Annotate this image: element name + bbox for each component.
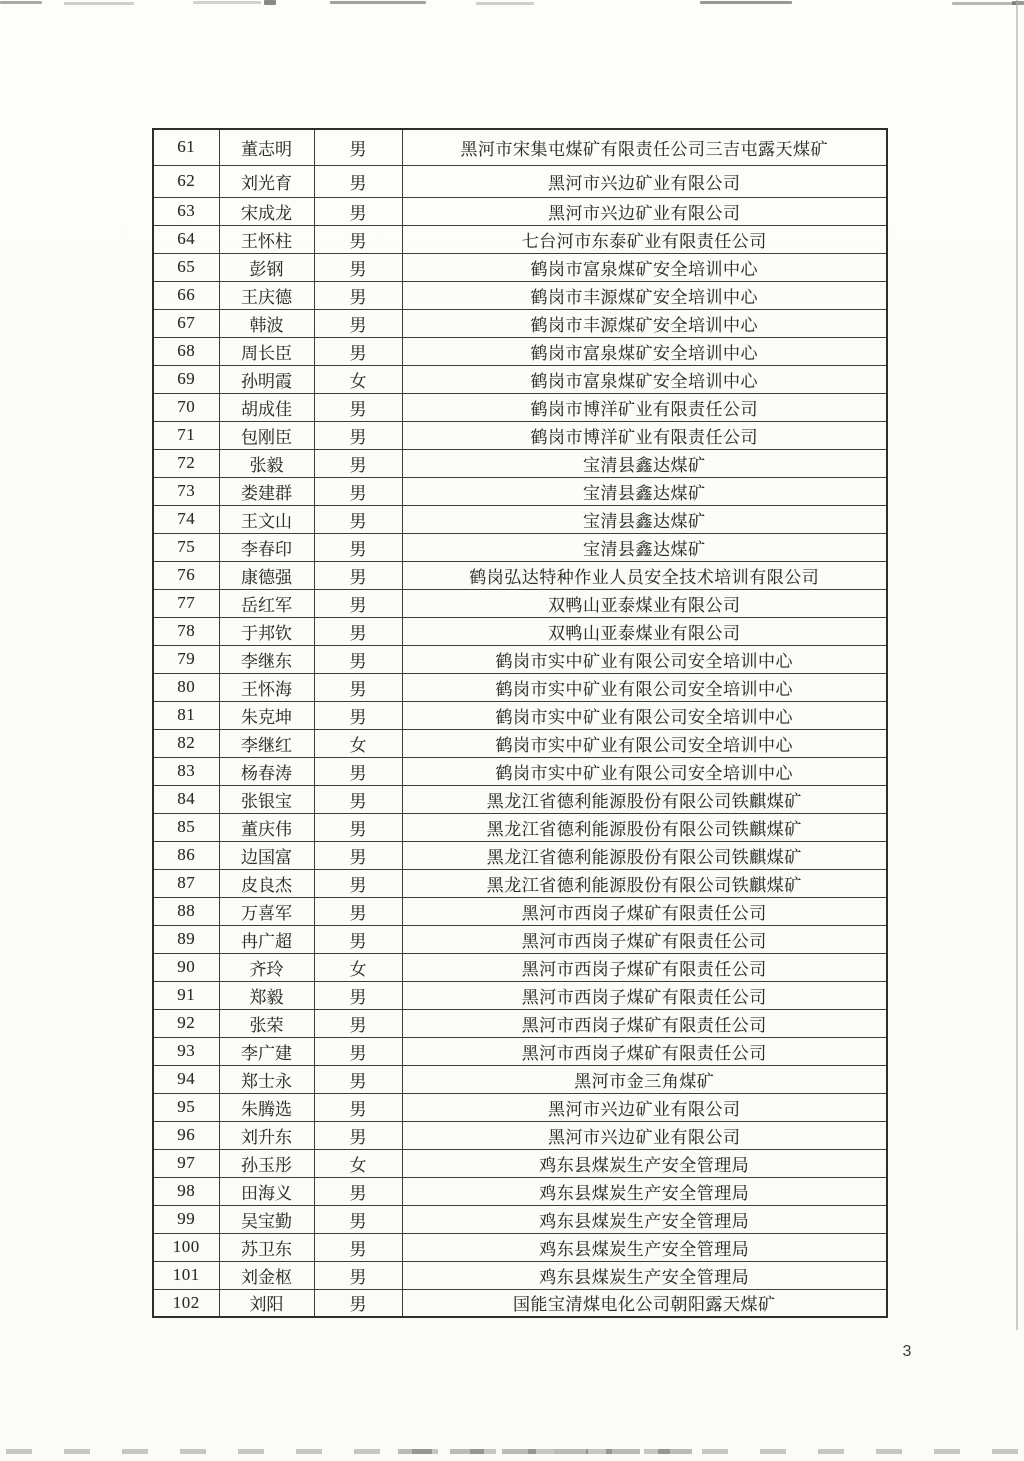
name-cell: 张毅: [219, 449, 314, 477]
name-cell: 李继东: [219, 645, 314, 673]
name-cell: 边国富: [219, 841, 314, 869]
row-number-cell: 82: [153, 729, 219, 757]
organization-cell: 黑河市兴边矿业有限公司: [402, 1121, 887, 1149]
table-row: [153, 1037, 887, 1065]
gender-cell: 男: [314, 505, 402, 533]
name-cell: 娄建群: [219, 477, 314, 505]
organization-cell: 鹤岗市博洋矿业有限责任公司: [402, 393, 887, 421]
table-row: [153, 1093, 887, 1121]
row-number-cell: 100: [153, 1233, 219, 1261]
gender-cell: 男: [314, 813, 402, 841]
gender-cell: 男: [314, 1093, 402, 1121]
row-number-cell: 96: [153, 1121, 219, 1149]
name-cell: 齐玲: [219, 953, 314, 981]
organization-cell: 鹤岗市丰源煤矿安全培训中心: [402, 309, 887, 337]
table-row: [153, 421, 887, 449]
gender-cell: 男: [314, 1037, 402, 1065]
scan-artifact-top-dash: [264, 0, 276, 5]
name-cell: 刘金枢: [219, 1261, 314, 1289]
scan-artifact-bottom-dashes: [6, 1449, 1018, 1454]
name-cell: 刘升东: [219, 1121, 314, 1149]
name-cell: 康德强: [219, 561, 314, 589]
name-cell: 杨春涛: [219, 757, 314, 785]
organization-cell: 黑河市西岗子煤矿有限责任公司: [402, 953, 887, 981]
scan-artifact-bottom-dashes: [398, 1449, 708, 1454]
gender-cell: 男: [314, 165, 402, 197]
table-row: [153, 757, 887, 785]
table-row: [153, 1065, 887, 1093]
name-cell: 王庆德: [219, 281, 314, 309]
name-cell: 王文山: [219, 505, 314, 533]
table-row: [153, 953, 887, 981]
organization-cell: 宝清县鑫达煤矿: [402, 505, 887, 533]
organization-cell: 黑河市西岗子煤矿有限责任公司: [402, 981, 887, 1009]
table-row: [153, 841, 887, 869]
row-number-cell: 73: [153, 477, 219, 505]
scan-artifact-top-dash: [330, 1, 426, 4]
table-row: [153, 561, 887, 589]
row-number-cell: 67: [153, 309, 219, 337]
row-number-cell: 86: [153, 841, 219, 869]
table-row: [153, 981, 887, 1009]
name-cell: 郑毅: [219, 981, 314, 1009]
table-row: [153, 673, 887, 701]
name-cell: 王怀柱: [219, 225, 314, 253]
table-row: [153, 449, 887, 477]
name-cell: 孙明霞: [219, 365, 314, 393]
gender-cell: 男: [314, 421, 402, 449]
organization-cell: 七台河市东泰矿业有限责任公司: [402, 225, 887, 253]
gender-cell: 男: [314, 981, 402, 1009]
organization-cell: 黑河市兴边矿业有限公司: [402, 1093, 887, 1121]
scan-artifact-top-dash: [1012, 1, 1024, 5]
gender-cell: 男: [314, 1233, 402, 1261]
organization-cell: 黑河市西岗子煤矿有限责任公司: [402, 1037, 887, 1065]
name-cell: 周长臣: [219, 337, 314, 365]
page-number: 3: [902, 1343, 912, 1360]
row-number-cell: 76: [153, 561, 219, 589]
name-cell: 刘光育: [219, 165, 314, 197]
row-number-cell: 87: [153, 869, 219, 897]
organization-cell: 鸡东县煤炭生产安全管理局: [402, 1149, 887, 1177]
table-row: [153, 925, 887, 953]
row-number-cell: 97: [153, 1149, 219, 1177]
table-row: [153, 1121, 887, 1149]
organization-cell: 鹤岗市实中矿业有限公司安全培训中心: [402, 757, 887, 785]
gender-cell: 男: [314, 533, 402, 561]
organization-cell: 鹤岗弘达特种作业人员安全技术培训有限公司: [402, 561, 887, 589]
row-number-cell: 91: [153, 981, 219, 1009]
row-number-cell: 102: [153, 1289, 219, 1317]
row-number-cell: 71: [153, 421, 219, 449]
gender-cell: 男: [314, 1177, 402, 1205]
table-row: [153, 589, 887, 617]
organization-cell: 鹤岗市丰源煤矿安全培训中心: [402, 281, 887, 309]
row-number-cell: 89: [153, 925, 219, 953]
gender-cell: 男: [314, 1289, 402, 1317]
table-row: [153, 617, 887, 645]
table-row: [153, 813, 887, 841]
name-cell: 张荣: [219, 1009, 314, 1037]
row-number-cell: 75: [153, 533, 219, 561]
organization-cell: 黑河市金三角煤矿: [402, 1065, 887, 1093]
table-row: [153, 1149, 887, 1177]
table-row: [153, 281, 887, 309]
name-cell: 朱克坤: [219, 701, 314, 729]
organization-cell: 鸡东县煤炭生产安全管理局: [402, 1233, 887, 1261]
organization-cell: 黑河市宋集屯煤矿有限责任公司三吉屯露天煤矿: [402, 129, 887, 165]
organization-cell: 鹤岗市实中矿业有限公司安全培训中心: [402, 701, 887, 729]
table-row: [153, 505, 887, 533]
gender-cell: 女: [314, 729, 402, 757]
scan-artifact-top-dash: [0, 1, 42, 4]
organization-cell: 鸡东县煤炭生产安全管理局: [402, 1177, 887, 1205]
organization-cell: 双鸭山亚泰煤业有限公司: [402, 617, 887, 645]
organization-cell: 黑河市兴边矿业有限公司: [402, 165, 887, 197]
name-cell: 万喜军: [219, 897, 314, 925]
personnel-roster-table: [152, 128, 888, 1318]
gender-cell: 男: [314, 253, 402, 281]
row-number-cell: 64: [153, 225, 219, 253]
table-row: [153, 337, 887, 365]
table-row: [153, 197, 887, 225]
row-number-cell: 98: [153, 1177, 219, 1205]
name-cell: 皮良杰: [219, 869, 314, 897]
name-cell: 宋成龙: [219, 197, 314, 225]
name-cell: 于邦钦: [219, 617, 314, 645]
organization-cell: 鸡东县煤炭生产安全管理局: [402, 1261, 887, 1289]
gender-cell: 男: [314, 757, 402, 785]
row-number-cell: 88: [153, 897, 219, 925]
scan-artifact-top-dash: [952, 2, 1016, 5]
gender-cell: 男: [314, 869, 402, 897]
name-cell: 田海义: [219, 1177, 314, 1205]
name-cell: 李继红: [219, 729, 314, 757]
organization-cell: 黑河市兴边矿业有限公司: [402, 197, 887, 225]
organization-cell: 鹤岗市富泉煤矿安全培训中心: [402, 365, 887, 393]
table-row: [153, 1009, 887, 1037]
table-row: [153, 129, 887, 165]
scan-artifact-top-dash: [193, 1, 261, 4]
gender-cell: 男: [314, 589, 402, 617]
row-number-cell: 65: [153, 253, 219, 281]
gender-cell: 男: [314, 785, 402, 813]
gender-cell: 男: [314, 129, 402, 165]
row-number-cell: 61: [153, 129, 219, 165]
gender-cell: 男: [314, 337, 402, 365]
row-number-cell: 95: [153, 1093, 219, 1121]
row-number-cell: 83: [153, 757, 219, 785]
row-number-cell: 90: [153, 953, 219, 981]
row-number-cell: 94: [153, 1065, 219, 1093]
name-cell: 董志明: [219, 129, 314, 165]
organization-cell: 鹤岗市实中矿业有限公司安全培训中心: [402, 645, 887, 673]
gender-cell: 男: [314, 673, 402, 701]
table-row: [153, 165, 887, 197]
organization-cell: 黑龙江省德利能源股份有限公司铁麒煤矿: [402, 785, 887, 813]
table-row: [153, 309, 887, 337]
table-row: [153, 477, 887, 505]
table-row: [153, 533, 887, 561]
organization-cell: 鹤岗市博洋矿业有限责任公司: [402, 421, 887, 449]
table-row: [153, 869, 887, 897]
gender-cell: 男: [314, 225, 402, 253]
name-cell: 岳红军: [219, 589, 314, 617]
gender-cell: 男: [314, 281, 402, 309]
organization-cell: 宝清县鑫达煤矿: [402, 533, 887, 561]
gender-cell: 男: [314, 897, 402, 925]
organization-cell: 鹤岗市富泉煤矿安全培训中心: [402, 253, 887, 281]
name-cell: 孙玉彤: [219, 1149, 314, 1177]
name-cell: 包刚臣: [219, 421, 314, 449]
name-cell: 苏卫东: [219, 1233, 314, 1261]
table-row: [153, 225, 887, 253]
row-number-cell: 92: [153, 1009, 219, 1037]
row-number-cell: 84: [153, 785, 219, 813]
gender-cell: 女: [314, 365, 402, 393]
gender-cell: 男: [314, 449, 402, 477]
row-number-cell: 101: [153, 1261, 219, 1289]
gender-cell: 女: [314, 1149, 402, 1177]
organization-cell: 黑龙江省德利能源股份有限公司铁麒煤矿: [402, 869, 887, 897]
row-number-cell: 62: [153, 165, 219, 197]
table-row: [153, 253, 887, 281]
name-cell: 郑士永: [219, 1065, 314, 1093]
scan-artifact-top-dash: [476, 2, 534, 5]
name-cell: 王怀海: [219, 673, 314, 701]
name-cell: 李春印: [219, 533, 314, 561]
name-cell: 李广建: [219, 1037, 314, 1065]
name-cell: 韩波: [219, 309, 314, 337]
table-row: [153, 365, 887, 393]
table-row: [153, 645, 887, 673]
row-number-cell: 93: [153, 1037, 219, 1065]
row-number-cell: 74: [153, 505, 219, 533]
table-row: [153, 1177, 887, 1205]
table-row: [153, 701, 887, 729]
organization-cell: 鹤岗市实中矿业有限公司安全培训中心: [402, 673, 887, 701]
gender-cell: 男: [314, 701, 402, 729]
table-row: [153, 897, 887, 925]
table-row: [153, 785, 887, 813]
table-row: [153, 1289, 887, 1317]
organization-cell: 国能宝清煤电化公司朝阳露天煤矿: [402, 1289, 887, 1317]
gender-cell: 男: [314, 1065, 402, 1093]
table-row: [153, 1205, 887, 1233]
organization-cell: 黑河市西岗子煤矿有限责任公司: [402, 925, 887, 953]
gender-cell: 男: [314, 645, 402, 673]
row-number-cell: 63: [153, 197, 219, 225]
row-number-cell: 77: [153, 589, 219, 617]
table-row: [153, 729, 887, 757]
organization-cell: 宝清县鑫达煤矿: [402, 449, 887, 477]
organization-cell: 黑龙江省德利能源股份有限公司铁麒煤矿: [402, 841, 887, 869]
row-number-cell: 68: [153, 337, 219, 365]
name-cell: 胡成佳: [219, 393, 314, 421]
row-number-cell: 99: [153, 1205, 219, 1233]
table-row: [153, 393, 887, 421]
table-row: [153, 1261, 887, 1289]
row-number-cell: 72: [153, 449, 219, 477]
gender-cell: 男: [314, 197, 402, 225]
row-number-cell: 85: [153, 813, 219, 841]
row-number-cell: 79: [153, 645, 219, 673]
organization-cell: 鸡东县煤炭生产安全管理局: [402, 1205, 887, 1233]
gender-cell: 男: [314, 393, 402, 421]
gender-cell: 男: [314, 841, 402, 869]
gender-cell: 男: [314, 1261, 402, 1289]
organization-cell: 鹤岗市富泉煤矿安全培训中心: [402, 337, 887, 365]
name-cell: 刘阳: [219, 1289, 314, 1317]
name-cell: 朱腾选: [219, 1093, 314, 1121]
name-cell: 董庆伟: [219, 813, 314, 841]
gender-cell: 男: [314, 561, 402, 589]
gender-cell: 男: [314, 1205, 402, 1233]
name-cell: 吴宝勤: [219, 1205, 314, 1233]
gender-cell: 男: [314, 1121, 402, 1149]
gender-cell: 男: [314, 617, 402, 645]
name-cell: 张银宝: [219, 785, 314, 813]
organization-cell: 鹤岗市实中矿业有限公司安全培训中心: [402, 729, 887, 757]
name-cell: 彭钢: [219, 253, 314, 281]
gender-cell: 男: [314, 309, 402, 337]
gender-cell: 女: [314, 953, 402, 981]
row-number-cell: 80: [153, 673, 219, 701]
gender-cell: 男: [314, 925, 402, 953]
table-row: [153, 1233, 887, 1261]
scan-artifact-top-dash: [700, 1, 792, 4]
organization-cell: 黑河市西岗子煤矿有限责任公司: [402, 1009, 887, 1037]
organization-cell: 黑龙江省德利能源股份有限公司铁麒煤矿: [402, 813, 887, 841]
row-number-cell: 78: [153, 617, 219, 645]
row-number-cell: 70: [153, 393, 219, 421]
row-number-cell: 66: [153, 281, 219, 309]
scan-artifact-page-edge-line: [1016, 0, 1018, 1330]
scan-artifact-top-dash: [64, 2, 134, 5]
name-cell: 冉广超: [219, 925, 314, 953]
gender-cell: 男: [314, 477, 402, 505]
organization-cell: 宝清县鑫达煤矿: [402, 477, 887, 505]
row-number-cell: 69: [153, 365, 219, 393]
organization-cell: 黑河市西岗子煤矿有限责任公司: [402, 897, 887, 925]
gender-cell: 男: [314, 1009, 402, 1037]
row-number-cell: 81: [153, 701, 219, 729]
organization-cell: 双鸭山亚泰煤业有限公司: [402, 589, 887, 617]
